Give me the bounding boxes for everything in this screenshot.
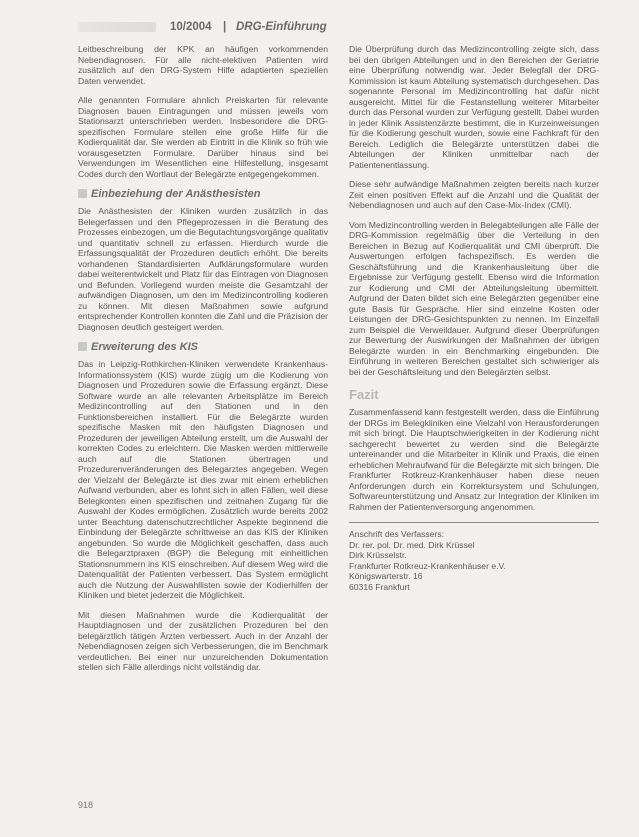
- paragraph: Das in Leipzig-Rothkirchen-Kliniken verwendete Krankenhaus-Informationssystem (KIS) wurde zügig um die Kodierung von Diagnosen und Prozeduren sowie die Erfassung ergänzt. Diese Software wurde an alle relevanten Arbeitsplätze im Bereich Medizincontrolling auf den Stationen und in den Funktionsbereichen installiert. Für die Belegärzte wurden spezifische Masken mit den häufigsten Diagnosen und Prozeduren der jeweiligen Abteilung erstellt, um die Auswahl der korrekten Codes zu erleichtern. Die Masken werden mittlerweile auch auf die Stationen übertragen und Prozedurenveränderungen des Belegarztes angegeben. Wegen der Vielzahl der Belegärzte ist dies zwar mit einem erheblichen Aufwand verbunden, aber es lohnt sich in allen Fällen, weil diese Belegkonten einen spezifischen und zeitnahen Zugang für die Auswahl der Kodes ermöglichen. Zusätzlich wurde bereits 2002 unter Beachtung datenschutzrechtlicher Aspekte beginnend die Einbindung der Belegärzte schrittweise an das KIS der Kliniken angebunden. So wurde die Möglichkeit geschaffen, dass auch die Belegarztpraxen (BGP) die Belegung mit einheitlichen Stationsnummern ins KIS einschreiben. Auf diesem Weg wird die Datenqualität der Patienten verbessert. Das System ermöglicht auch die Nutzung der Auswahllisten sowie der Kodierhilfen der Kliniken und bietet jederzeit die Möglichkeit.: [78, 359, 328, 600]
- address-line: Frankfurter Rotkreuz-Krankenhäuser e.V.: [349, 560, 506, 571]
- paragraph: Diese sehr aufwändige Maßnahmen zeigten bereits nach kurzer Zeit einen positiven Effekt auf die Anzahl und die Qualität der Nebendiagnosen und auch auf den Case-Mix-Index (CMI).: [349, 179, 599, 210]
- left-column: [78, 44, 328, 682]
- running-header: [78, 18, 618, 36]
- paragraph: Die Anästhesisten der Kliniken wurden zusätzlich in das Belegerfassen und den Pflegeprozessen in die Beratung des Prozesses einbezogen, um die Begutachtungsvorgänge qualitativ und quantitativ schnell zu erfassen. Hierdurch wurde die Erfassungsqualität der Prozeduren deutlich erhöht. Die bereits vorhandenen Standardisierten Aufklärungsformulare wurden dabei weiterentwickelt und Platz für das Eintragen von Diagnosen und Befunden. Vorliegend wurden meiste die Gesamtzahl der aufwändigen Diagnosen, um den im Medizincontrolling kodieren zu können. Mit diesen Maßnahmen sowie aufgrund entsprechender Kontrollen konnten die Zahl und die Präzision der Diagnosen deutlich gesteigert werden.: [78, 206, 328, 332]
- paragraph: Mit diesen Maßnahmen wurde die Kodierqualität der Hauptdiagnosen und der zusätzlichen Prozeduren bei den belegärztlich tätigen Ärzten verbessert. Auch in der Anzahl der Nebendiagnosen zeigen sich Verbesserungen, die im Benchmark verdeutlichen. Bei einer nur unzureichenden Dokumentation stellen sich Fälle allerdings nicht vollständig dar.: [78, 609, 328, 672]
- square-bullet-icon: [78, 342, 87, 351]
- paragraph: Zusammenfassend kann festgestellt werden, dass die Einführung der DRGs im Belegkliniken eine Vielzahl von Herausforderungen mit sich bringt. Die Hauptschwierigkeiten in der Kodierung nicht sachgerecht bewertet zu werden sind die Belegärzte untereinander und die Mitarbeiter in Klinik und Praxis, die einen erheblichen Mehraufwand für die Belegärzte mit sich bringen. Die Frankfurter Rotkreuz-Krankenhäuser haben diese neuen Anforderungen durch ein Korrektursystem und Schulungen, Softwareunterstützung und Ansatz zur Integration der Kliniken im Rahmen der Patientenversorgung angenommen.: [349, 407, 599, 512]
- paragraph: Alle genannten Formulare ahnlich Preiskarten für relevante Diagnosen bauen Eintragungen und müssen jeweils vom Stationsarzt unterschrieben werden. Insbesondere die DRG-spezifischen Formulare stellen eine große Hilfe für die Kodierqualität dar. Sie werden ab Eintritt in die Klinik so früh wie vorausgesetzten Formulare. Darüber hinaus sind bei Verwendungen im Wesentlichen eine Hilfestellung, insgesamt Codes durch den Wortlaut der Belegärzte entgegengekommen.: [78, 95, 328, 179]
- section-heading-text: Erweiterung des KIS: [91, 341, 198, 353]
- author-address: [349, 529, 599, 593]
- right-column: [349, 44, 599, 593]
- header-separator: |: [223, 21, 227, 33]
- address-line: Anschrift des Verfassers:: [349, 529, 445, 539]
- page-number: 918: [78, 800, 94, 810]
- section-heading: [78, 341, 328, 353]
- paragraph: Leitbeschreibung der KPK an häufigen vorkommenden Nebendiagnosen. Für alle nicht-elektiven Patienten wird zusätzlich auf den DRG-System Hilfe adaptierten speziellen Daten verwendet.: [78, 44, 328, 86]
- address-line: Königswarterstr. 16: [349, 571, 423, 582]
- paragraph: Die Überprüfung durch das Medizincontrolling zeigte sich, dass bei den übrigen Abteilungen und in den Bereichen der Geriatrie eine Überprüfung notwendig war. Jeder Belegfall der DRG-Kommission ist kaum Abteilung systematisch durchgesehen. Das sogenannte Personal im Medizincontrolling hat dafür nicht ausgereicht. Mittel für die Festanstellung weiterer Mitarbeiter durch das Personal wurden zur Verfügung gestellt. Dabei wurden in jeder Klinik Assistenzärzte bestimmt, die in Kurzeinweisungen für die Kodierung geschult wurden, sowie eine Fachkraft für den Bereich. Lediglich die Belegärzte unterstützen dabei die Abteilungen der Kliniken unmittelbar nach der Patientenentlassung.: [349, 44, 599, 170]
- section-heading: Fazit: [349, 387, 379, 402]
- section-heading-text: Einbeziehung der Anästhesisten: [91, 188, 261, 200]
- square-bullet-icon: [78, 189, 87, 198]
- section-heading: [78, 188, 328, 200]
- issue-number: 10/2004: [170, 21, 212, 33]
- header-topic: DRG-Einführung: [236, 21, 327, 33]
- address-line: Dr. rer. pol. Dr. med. Dirk Krüssel: [349, 539, 475, 550]
- divider: [349, 522, 599, 523]
- address-line: Dirk Krüsselstr.: [349, 550, 407, 561]
- journal-logo: [78, 22, 156, 32]
- address-line: 60316 Frankfurt: [349, 581, 410, 592]
- paragraph: Vom Medizincontrolling werden in Belegabteilungen alle Fälle der DRG-Kommission regelmäßig über die Verteilung in den Bereichen in Bezug auf Kodierqualität und CMI überprüft. Die Auswertungen erfolgen fachspezifisch. Es werden die Geschäftsführung und die Krankenhausleitung über die Ergebnisse zur Verfügung gestellt. Ebenso wird die Information zur Kodierung und CMI der Abteilungsleitung übermittelt. Aufgrund der Daten bildet sich eine Belegärzten gegenüber eine gute Basis für Gespräche. Hier sind einzelne Kosten oder Leistungen der DRG-Gesichtspunkten zu nennen. Im Einzelfall zum Beispiel die Verweildauer. Aufgrund dieser Überprüfungen zur Bewertung der Auswirkungen der Maßnahmen der übrigen Belegärzte wurden in ein Benchmarking eingebunden. Die Einführung in weiteren Bereichen gestaltet sich schwieriger als bei der Geschäftsleitung und den Belegärzten selbst.: [349, 219, 599, 377]
